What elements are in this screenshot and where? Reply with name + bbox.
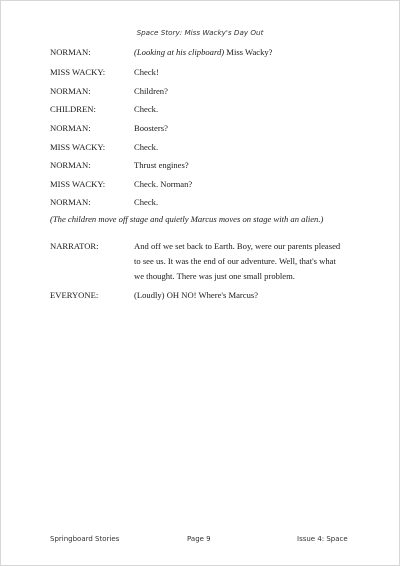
speech-text: Boosters?: [134, 123, 168, 133]
speech-text: Check.: [134, 197, 159, 207]
footer-publication: Springboard Stories: [50, 535, 120, 543]
stage-direction-inline: (Looking at his clipboard): [134, 47, 225, 57]
speech-text: Check!: [134, 67, 159, 77]
speaker-label: MISS WACKY:: [50, 142, 106, 152]
speaker-label: CHILDREN:: [50, 104, 96, 114]
speaker-label: NORMAN:: [50, 160, 91, 170]
speaker-label: NARRATOR:: [50, 241, 99, 251]
speech-text: Check.: [134, 104, 159, 114]
speech-text: Children?: [134, 86, 168, 96]
speaker-label: NORMAN:: [50, 86, 91, 96]
speech-text: Thrust engines?: [134, 160, 189, 170]
speaker-label: NORMAN:: [50, 123, 91, 133]
speech-text: to see us. It was the end of our adventure. Well, that's what: [134, 256, 336, 266]
speaker-label: EVERYONE:: [50, 290, 99, 300]
speech-content: Miss Wacky?: [224, 47, 273, 57]
footer-issue: Issue 4: Space: [297, 535, 348, 543]
speech-text: And off we set back to Earth. Boy, were our parents pleased: [134, 241, 341, 251]
speaker-label: MISS WACKY:: [50, 179, 106, 189]
page-header: Space Story: Miss Wacky's Day Out: [136, 28, 264, 37]
speaker-label: MISS WACKY:: [50, 67, 106, 77]
stage-direction: (The children move off stage and quietly Marcus moves on stage with an alien.): [50, 214, 324, 224]
speaker-label: NORMAN:: [50, 197, 91, 207]
speech-text: Check. Norman?: [134, 179, 193, 189]
speech-text: Check.: [134, 142, 159, 152]
footer-page-number: Page 9: [187, 535, 211, 543]
speech-text: (Loudly) OH NO! Where's Marcus?: [134, 290, 259, 300]
speech-text: we thought. There was just one small problem.: [134, 271, 295, 281]
speaker-label: NORMAN:: [50, 47, 91, 57]
speech-text: [134, 45, 354, 60]
